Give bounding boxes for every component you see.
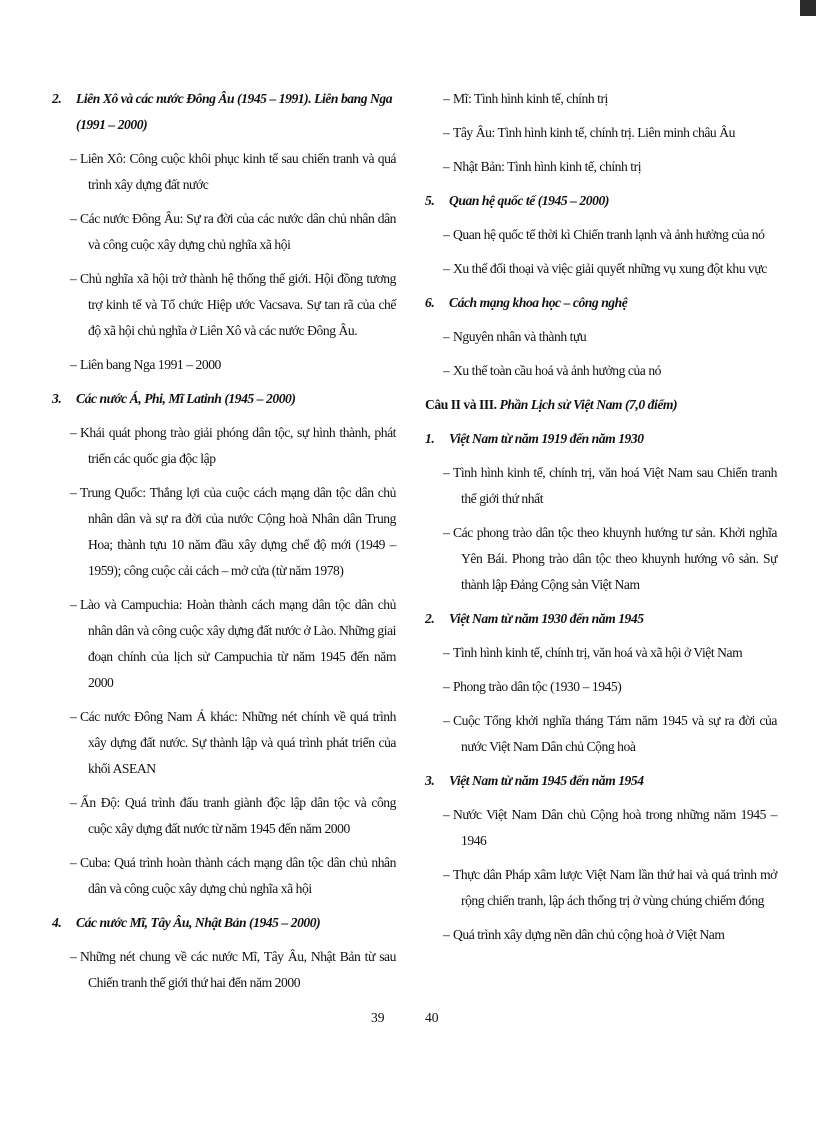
item-text: Liên bang Nga 1991 – 2000 [80, 357, 221, 372]
item-text: Chủ nghĩa xã hội trở thành hệ thống thế giới. Hội đồng tương trợ kinh tế và Tổ chức Hiệp ước Vacsava. Sự tan rã của chế độ xã hội chủ nghĩa ở Liên Xô và các nước Đông Âu. [80, 271, 396, 338]
item-text: Cuộc Tổng khởi nghĩa tháng Tám năm 1945 và sự ra đời của nước Việt Nam Dân chủ Cộng hoà [453, 713, 777, 754]
part-heading [425, 392, 777, 418]
dash-bullet: – [70, 485, 77, 500]
list-item [425, 324, 777, 350]
list-item [52, 352, 396, 378]
dash-bullet: – [70, 425, 77, 440]
list-item [425, 862, 777, 914]
item-text: Mĩ: Tình hình kinh tế, chính trị [453, 91, 608, 106]
item-text: Tình hình kinh tế, chính trị, văn hoá và xã hội ở Việt Nam [453, 645, 743, 660]
dash-bullet: – [443, 867, 450, 882]
section-number: 6. [425, 295, 435, 310]
dash-bullet: – [443, 227, 450, 242]
dash-bullet: – [70, 709, 77, 724]
list-item [425, 358, 777, 384]
item-text: Trung Quốc: Thắng lợi của cuộc cách mạng dân tộc dân chủ nhân dân và sự ra đời của nước Cộng hoà Nhân dân Trung Hoa; thành tựu 10 năm đầu xây dựng chế độ mới (1949 – 1959); công cuộc cải cách – mở cửa (từ năm 1978) [80, 485, 396, 578]
list-item [52, 592, 396, 696]
section-title: Các nước Á, Phi, Mĩ Latinh (1945 – 2000) [76, 391, 296, 406]
section-title: Việt Nam từ năm 1930 đến năm 1945 [449, 611, 644, 626]
list-item [425, 922, 777, 948]
list-item [425, 802, 777, 854]
list-item [425, 460, 777, 512]
item-text: Nhật Bản: Tình hình kinh tế, chính trị [453, 159, 642, 174]
section-heading [425, 426, 777, 452]
dash-bullet: – [443, 927, 450, 942]
page-number-right: 40 [425, 1010, 439, 1025]
item-text: Phong trào dân tộc (1930 – 1945) [453, 679, 622, 694]
dash-bullet: – [443, 713, 450, 728]
dash-bullet: – [70, 357, 77, 372]
list-item [52, 146, 396, 198]
dash-bullet: – [443, 159, 450, 174]
dash-bullet: – [443, 261, 450, 276]
item-text: Xu thế toàn cầu hoá và ảnh hưởng của nó [453, 363, 662, 378]
dash-bullet: – [443, 679, 450, 694]
dash-bullet: – [443, 645, 450, 660]
dash-bullet: – [70, 949, 77, 964]
item-text: Tình hình kinh tế, chính trị, văn hoá Việt Nam sau Chiến tranh thế giới thứ nhất [453, 465, 777, 506]
item-text: Cuba: Quá trình hoàn thành cách mạng dân tộc dân chủ nhân dân và công cuộc xây dựng chủ nghĩa xã hội [80, 855, 396, 896]
item-text: Nguyên nhân và thành tựu [453, 329, 587, 344]
section-title: Việt Nam từ năm 1945 đến năm 1954 [449, 773, 644, 788]
item-text: Quá trình xây dựng nền dân chủ cộng hoà ở Việt Nam [453, 927, 725, 942]
section-heading [52, 910, 396, 936]
item-text: Các nước Đông Âu: Sự ra đời của các nước dân chủ nhân dân và công cuộc xây dựng chủ nghĩa xã hội [80, 211, 396, 252]
dash-bullet: – [70, 151, 77, 166]
item-text: Nước Việt Nam Dân chủ Cộng hoà trong những năm 1945 – 1946 [453, 807, 777, 848]
list-item [52, 850, 396, 902]
list-item [425, 256, 777, 282]
dash-bullet: – [443, 329, 450, 344]
section-title: Các nước Mĩ, Tây Âu, Nhật Bản (1945 – 2000) [76, 915, 321, 930]
item-text: Thực dân Pháp xâm lược Việt Nam lần thứ hai và quá trình mở rộng chiến tranh, lập ách thống trị ở vùng chúng chiếm đóng [453, 867, 777, 908]
section-heading [425, 606, 777, 632]
dash-bullet: – [443, 363, 450, 378]
item-text: Ấn Độ: Quá trình đấu tranh giành độc lập dân tộc và công cuộc xây dựng đất nước từ năm 1945 đến năm 2000 [80, 795, 396, 836]
item-text: Những nét chung về các nước Mĩ, Tây Âu, Nhật Bản từ sau Chiến tranh thế giới thứ hai đến năm 2000 [80, 949, 396, 990]
dash-bullet: – [443, 525, 450, 540]
item-text: Khái quát phong trào giải phóng dân tộc, sự hình thành, phát triển các quốc gia độc lập [80, 425, 396, 466]
section-number: 3. [425, 773, 435, 788]
list-item [52, 480, 396, 584]
item-text: Xu thế đối thoại và việc giải quyết những vụ xung đột khu vực [453, 261, 767, 276]
section-number: 2. [425, 611, 435, 626]
part-heading-italic: Phần Lịch sử Việt Nam (7,0 điểm) [499, 397, 678, 412]
section-title: Quan hệ quốc tế (1945 – 2000) [449, 193, 609, 208]
dash-bullet: – [443, 91, 450, 106]
section-title: Liên Xô và các nước Đông Âu (1945 – 1991). Liên bang Nga (1991 – 2000) [76, 91, 393, 132]
list-item [52, 944, 396, 996]
list-item [425, 86, 777, 112]
item-text: Lào và Campuchia: Hoàn thành cách mạng dân tộc dân chủ nhân dân và công cuộc xây dựng đất nước ở Lào. Những giai đoạn chính của lịch sử Campuchia từ năm 1945 đến năm 2000 [80, 597, 396, 690]
list-item [52, 206, 396, 258]
section-heading [52, 386, 396, 412]
dash-bullet: – [70, 795, 77, 810]
item-text: Các phong trào dân tộc theo khuynh hướng tư sản. Khởi nghĩa Yên Bái. Phong trào dân tộc theo khuynh hướng vô sản. Sự thành lập Đảng Cộng sản Việt Nam [453, 525, 777, 592]
dash-bullet: – [70, 597, 77, 612]
part-heading-bold: Câu II và III. [425, 397, 497, 412]
left-column [52, 86, 396, 1004]
section-heading [425, 188, 777, 214]
list-item [425, 222, 777, 248]
corner-mark [800, 0, 816, 16]
section-number: 3. [52, 391, 62, 406]
item-text: Các nước Đông Nam Á khác: Những nét chính về quá trình xây dựng đất nước. Sự thành lập và quá trình phát triển của khối ASEAN [80, 709, 396, 776]
list-item [425, 520, 777, 598]
section-title: Cách mạng khoa học – công nghệ [449, 295, 628, 310]
section-number: 5. [425, 193, 435, 208]
list-item [425, 674, 777, 700]
list-item [52, 420, 396, 472]
item-text: Tây Âu: Tình hình kinh tế, chính trị. Liên minh châu Âu [453, 125, 735, 140]
section-number: 1. [425, 431, 435, 446]
list-item [52, 704, 396, 782]
list-item [425, 154, 777, 180]
dash-bullet: – [443, 807, 450, 822]
section-number: 4. [52, 915, 62, 930]
dash-bullet: – [70, 211, 77, 226]
right-column [425, 86, 777, 956]
section-title: Việt Nam từ năm 1919 đến năm 1930 [449, 431, 644, 446]
dash-bullet: – [70, 271, 77, 286]
list-item [425, 120, 777, 146]
dash-bullet: – [70, 855, 77, 870]
section-heading [425, 768, 777, 794]
page-number-left: 39 [371, 1010, 385, 1025]
item-text: Liên Xô: Công cuộc khôi phục kinh tế sau chiến tranh và quá trình xây dựng đất nước [80, 151, 396, 192]
list-item [52, 266, 396, 344]
item-text: Quan hệ quốc tế thời kì Chiến tranh lạnh và ảnh hưởng của nó [453, 227, 765, 242]
section-heading [425, 290, 777, 316]
dash-bullet: – [443, 125, 450, 140]
list-item [52, 790, 396, 842]
dash-bullet: – [443, 465, 450, 480]
list-item [425, 708, 777, 760]
section-number: 2. [52, 91, 62, 106]
section-heading [52, 86, 396, 138]
list-item [425, 640, 777, 666]
